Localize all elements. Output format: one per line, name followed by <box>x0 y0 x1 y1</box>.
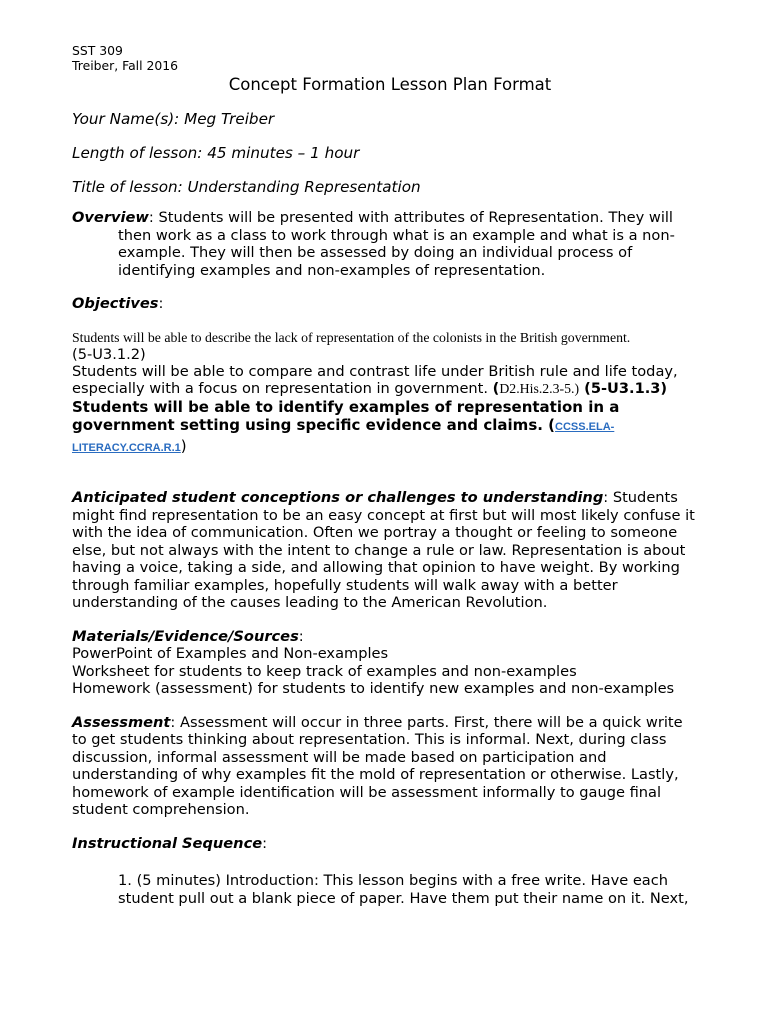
conceptions-section <box>72 489 698 612</box>
sequence-label: Instructional Sequence <box>72 834 263 852</box>
objectives-label: Objectives <box>72 295 159 312</box>
author-term: Treiber, Fall 2016 <box>72 58 179 73</box>
assessment-text: : Assessment will occur in three parts. First, there will be a quick write to get students thinking about representation. This is informal. Next, during class discussion, informal assessment will be made based on participation and understanding of why examples fit the mold of representation or otherwise. Lastly, homework of example identification will be assessment informally to gauge final student comprehension. <box>72 713 683 818</box>
overview-section <box>72 209 698 279</box>
lesson-title-field: Title of lesson: Understanding Representation <box>72 178 421 196</box>
conceptions-text: : Students might find representation to be an easy concept at first but will most likely confuse it with the idea of communication. Often we portray a thought or feeling to someone else, but not always with the intent to change a rule or law. Representation is about having a voice, taking a side, and allowing that opinion to have weight. By working through familiar examples, hopefully students will walk away with a better understanding of the causes leading to the American Revolution. <box>72 489 695 611</box>
document-title: Concept Formation Lesson Plan Format <box>228 75 552 94</box>
materials-item: Homework (assessment) for students to identify new examples and non-examples <box>72 680 675 697</box>
materials-heading: Materials/Evidence/Sources: <box>72 627 304 645</box>
objective-2-code: (5-U3.1.3) <box>579 380 668 397</box>
materials-item: PowerPoint of Examples and Non-examples <box>72 645 389 662</box>
course-code: SST 309 <box>72 43 123 58</box>
materials-item: Worksheet for students to keep track of examples and non-examples <box>72 662 577 680</box>
lesson-length-field: Length of lesson: 45 minutes – 1 hour <box>72 144 360 162</box>
objective-2: Students will be able to compare and contrast life under British rule and life today, especially with a focus on representation in government. (D2.His.2.3-5.) (5-U3.1.3) <box>72 362 678 397</box>
sequence-heading: Instructional Sequence: <box>72 834 268 852</box>
overview-label: Overview <box>72 209 149 226</box>
author-name-field: Your Name(s): Meg Treiber <box>72 110 275 128</box>
objective-3: Students will be able to identify examples of representation in a government setting using specific evidence and claims. (CCSS.ELA-LITERACY.CCRA.R.1) <box>72 397 620 455</box>
document-page <box>72 43 698 907</box>
assessment-label: Assessment <box>72 713 171 731</box>
overview-text: : Students will be presented with attributes of Representation. They will then work as a class to work through what is an example and what is a non-example. They will then be assessed by doing an individual process of identifying examples and non-examples of representation. <box>118 209 675 279</box>
objective-1-code: (5-U3.1.2) <box>72 345 146 363</box>
objective-1 <box>72 329 698 363</box>
objective-1-text: Students will be able to describe the lack of representation of the colonists in the British government. <box>72 329 631 345</box>
objective-2-standard: D2.His.2.3-5.) <box>499 381 580 396</box>
conceptions-label: Anticipated student conceptions or challenges to understanding <box>72 489 604 506</box>
ccss-standard-link[interactable]: CCSS.ELA-LITERACY.CCRA.R.1 <box>72 421 615 454</box>
objective-3-text: Students will be able to identify examples of representation in a government setting using specific evidence and claims. <box>72 397 620 434</box>
objectives-heading: Objectives: <box>72 295 164 312</box>
sequence-step-1: 1. (5 minutes) Introduction: This lesson begins with a free write. Have each student pull out a blank piece of paper. Have them put their name on it. Next, <box>118 872 689 907</box>
assessment-section <box>72 714 698 819</box>
objective-2-text: Students will be able to compare and contrast life under British rule and life today, especially with a focus on representation in government. <box>72 362 678 397</box>
materials-label: Materials/Evidence/Sources <box>72 627 299 645</box>
